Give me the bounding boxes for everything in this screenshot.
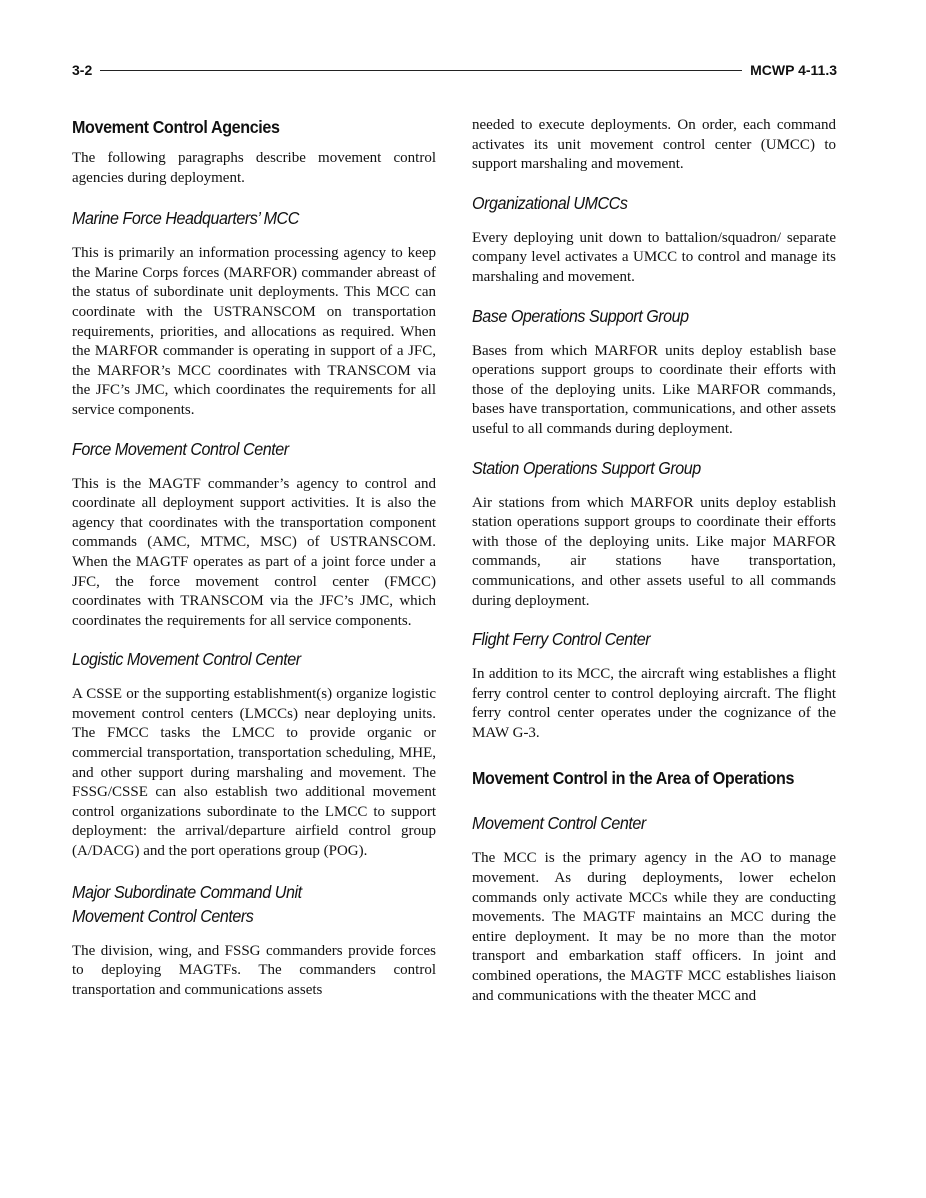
section-heading: Movement Control Agencies <box>72 117 280 137</box>
right-column <box>472 112 836 1006</box>
subsection-heading: Logistic Movement Control Center <box>72 649 301 670</box>
paragraph: Bases from which MARFOR units deploy establish base operations support groups to coordinate their efforts with those of the deploying units. Like MARFOR commands, bases have transportation, communications, and other assets useful to all commands during deployment. <box>472 342 836 437</box>
subsection-heading: Flight Ferry Control Center <box>472 629 651 650</box>
subsection-heading: Major Subordinate Command Unit Movement Control Centers <box>72 881 302 926</box>
subsection-heading: Station Operations Support Group <box>472 457 701 478</box>
header-rule <box>100 70 742 71</box>
paragraph: The division, wing, and FSSG commanders provide forces to deploying MAGTFs. The commanders control transportation and communications assets <box>72 942 436 998</box>
left-column <box>72 112 436 1000</box>
paragraph: This is the MAGTF commander’s agency to control and coordinate all deployment support activities. It is also the agency that coordinates with the transportation component commands (AMC, MTMC, MSC) of USTRANSCOM. When the MAGTF operates as part of a joint force under a JFC, the force movement control center (FMCC) coordinates with TRANSCOM via the JFC’s JMC, which coordinates the requirements for all service components. <box>72 475 436 629</box>
paragraph: In addition to its MCC, the aircraft wing establishes a flight ferry control center to control deploying aircraft. The flight ferry control center operates under the cognizance of the MAW G-3. <box>472 666 836 741</box>
subsection-heading: Marine Force Headquarters’ MCC <box>72 208 299 229</box>
paragraph: A CSSE or the supporting establishment(s) organize logistic movement control centers (LMCCs) near deploying units. The FMCC tasks the LMCC to provide organic or commercial transportation, transportation scheduling, MHE, and other support during marshaling and movement. The FSSG/CSSE can also establish two additional movement control organizations subordinate to the LMCC to support deployment: the arrival/departure airfield control group (A/DACG) and the port operations group (POG). <box>72 686 436 860</box>
paragraph: Every deploying unit down to battalion/squadron/ separate company level activates a UMCC to control and manage its marshaling and movement. <box>472 229 836 285</box>
section-heading: Movement Control in the Area of Operations <box>472 768 795 789</box>
page-number: 3-2 <box>72 62 93 78</box>
subsection-heading: Organizational UMCCs <box>472 192 628 213</box>
paragraph: needed to execute deployments. On order, each command activates its unit movement control center (UMCC) to support marshaling and movement. <box>472 117 836 173</box>
paragraph: The MCC is the primary agency in the AO to manage movement. As during deployments, lower echelon commands only activate MCCs while they are conducting movements. The MAGTF maintains an MCC during the entire deployment. It may be no more than the motor transport and embarkation staff officers. In joint and combined operations, the MAGTF MCC establishes liaison and communications with the theater MCC and <box>472 850 836 1004</box>
paragraph: The following paragraphs describe movement control agencies during deployment. <box>72 150 436 186</box>
subsection-heading: Base Operations Support Group <box>472 305 689 326</box>
page-header <box>72 59 837 81</box>
paragraph: This is primarily an information processing agency to keep the Marine Corps forces (MARFOR) commander abreast of the status of subordinate unit deployments. This MCC can coordinate with the USTRANSCOM on transportation requirements, priorities, and allocations as required. When the MARFOR commander is operating in support of a JFC, the MARFOR’s MCC coordinates with TRANSCOM via the JFC’s JMC, which coordinates the requirements for all service components. <box>72 245 436 418</box>
subsection-heading: Movement Control Center <box>472 813 646 834</box>
publication-id: MCWP 4-11.3 <box>750 62 837 78</box>
subsection-heading: Force Movement Control Center <box>72 438 289 459</box>
paragraph: Air stations from which MARFOR units deploy establish station operations support groups to coordinate their efforts with those of the deploying units. Like major MARFOR commands, air stations have transportation, communications, and other assets useful to all commands during deployment. <box>472 494 836 609</box>
